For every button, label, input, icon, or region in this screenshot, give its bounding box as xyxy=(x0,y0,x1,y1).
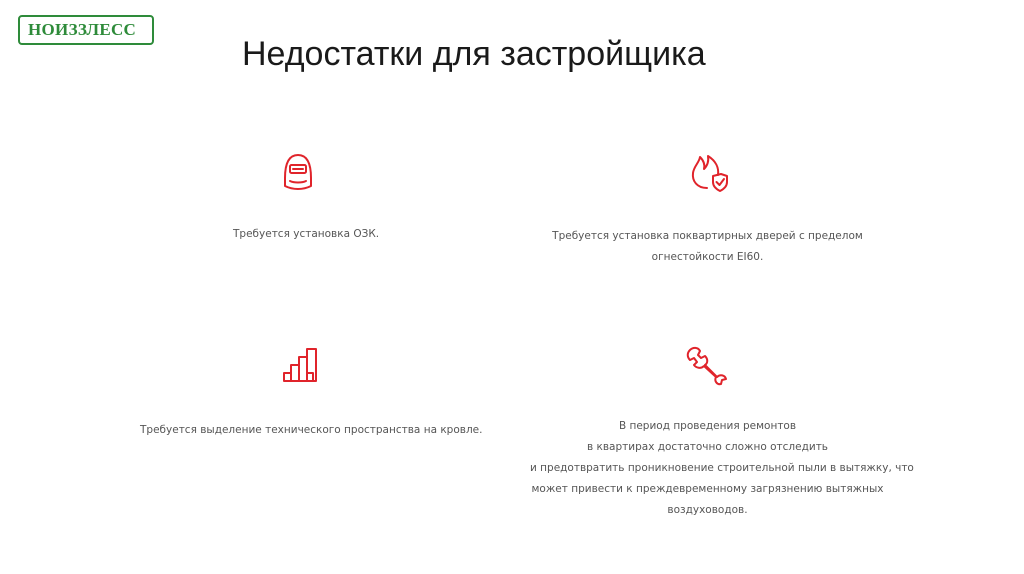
item-3-caption xyxy=(140,420,483,441)
stairs-icon xyxy=(278,343,324,389)
caption-line: может привести к преждевременному загрязнению вытяжных xyxy=(531,483,884,495)
logo-text: НОИЗЗЛЕСС xyxy=(28,20,137,39)
caption-line: огнестойкости EI60. xyxy=(651,251,764,263)
caption-line: Требуется установка поквартирных дверей с пределом xyxy=(552,230,863,242)
fire-shield-icon xyxy=(685,148,731,194)
item-1-caption xyxy=(233,224,380,245)
caption-line: и предотвратить проникновение строительной пыли в вытяжку, что xyxy=(530,462,914,474)
caption-line: в квартирах достаточно сложно отследить xyxy=(587,441,828,453)
page-title: Недостатки для застройщика xyxy=(242,35,706,73)
caption-line: воздуховодов. xyxy=(667,504,748,516)
item-2-caption xyxy=(540,226,875,268)
company-logo xyxy=(18,15,154,45)
item-4-caption xyxy=(530,416,914,521)
caption-line: Требуется установка ОЗК. xyxy=(233,228,380,240)
caption-line: В период проведения ремонтов xyxy=(618,420,797,432)
wrench-icon xyxy=(684,342,730,388)
caption-line: Требуется выделение технического пространства на кровле. xyxy=(140,424,483,436)
welding-mask-icon xyxy=(275,148,321,194)
